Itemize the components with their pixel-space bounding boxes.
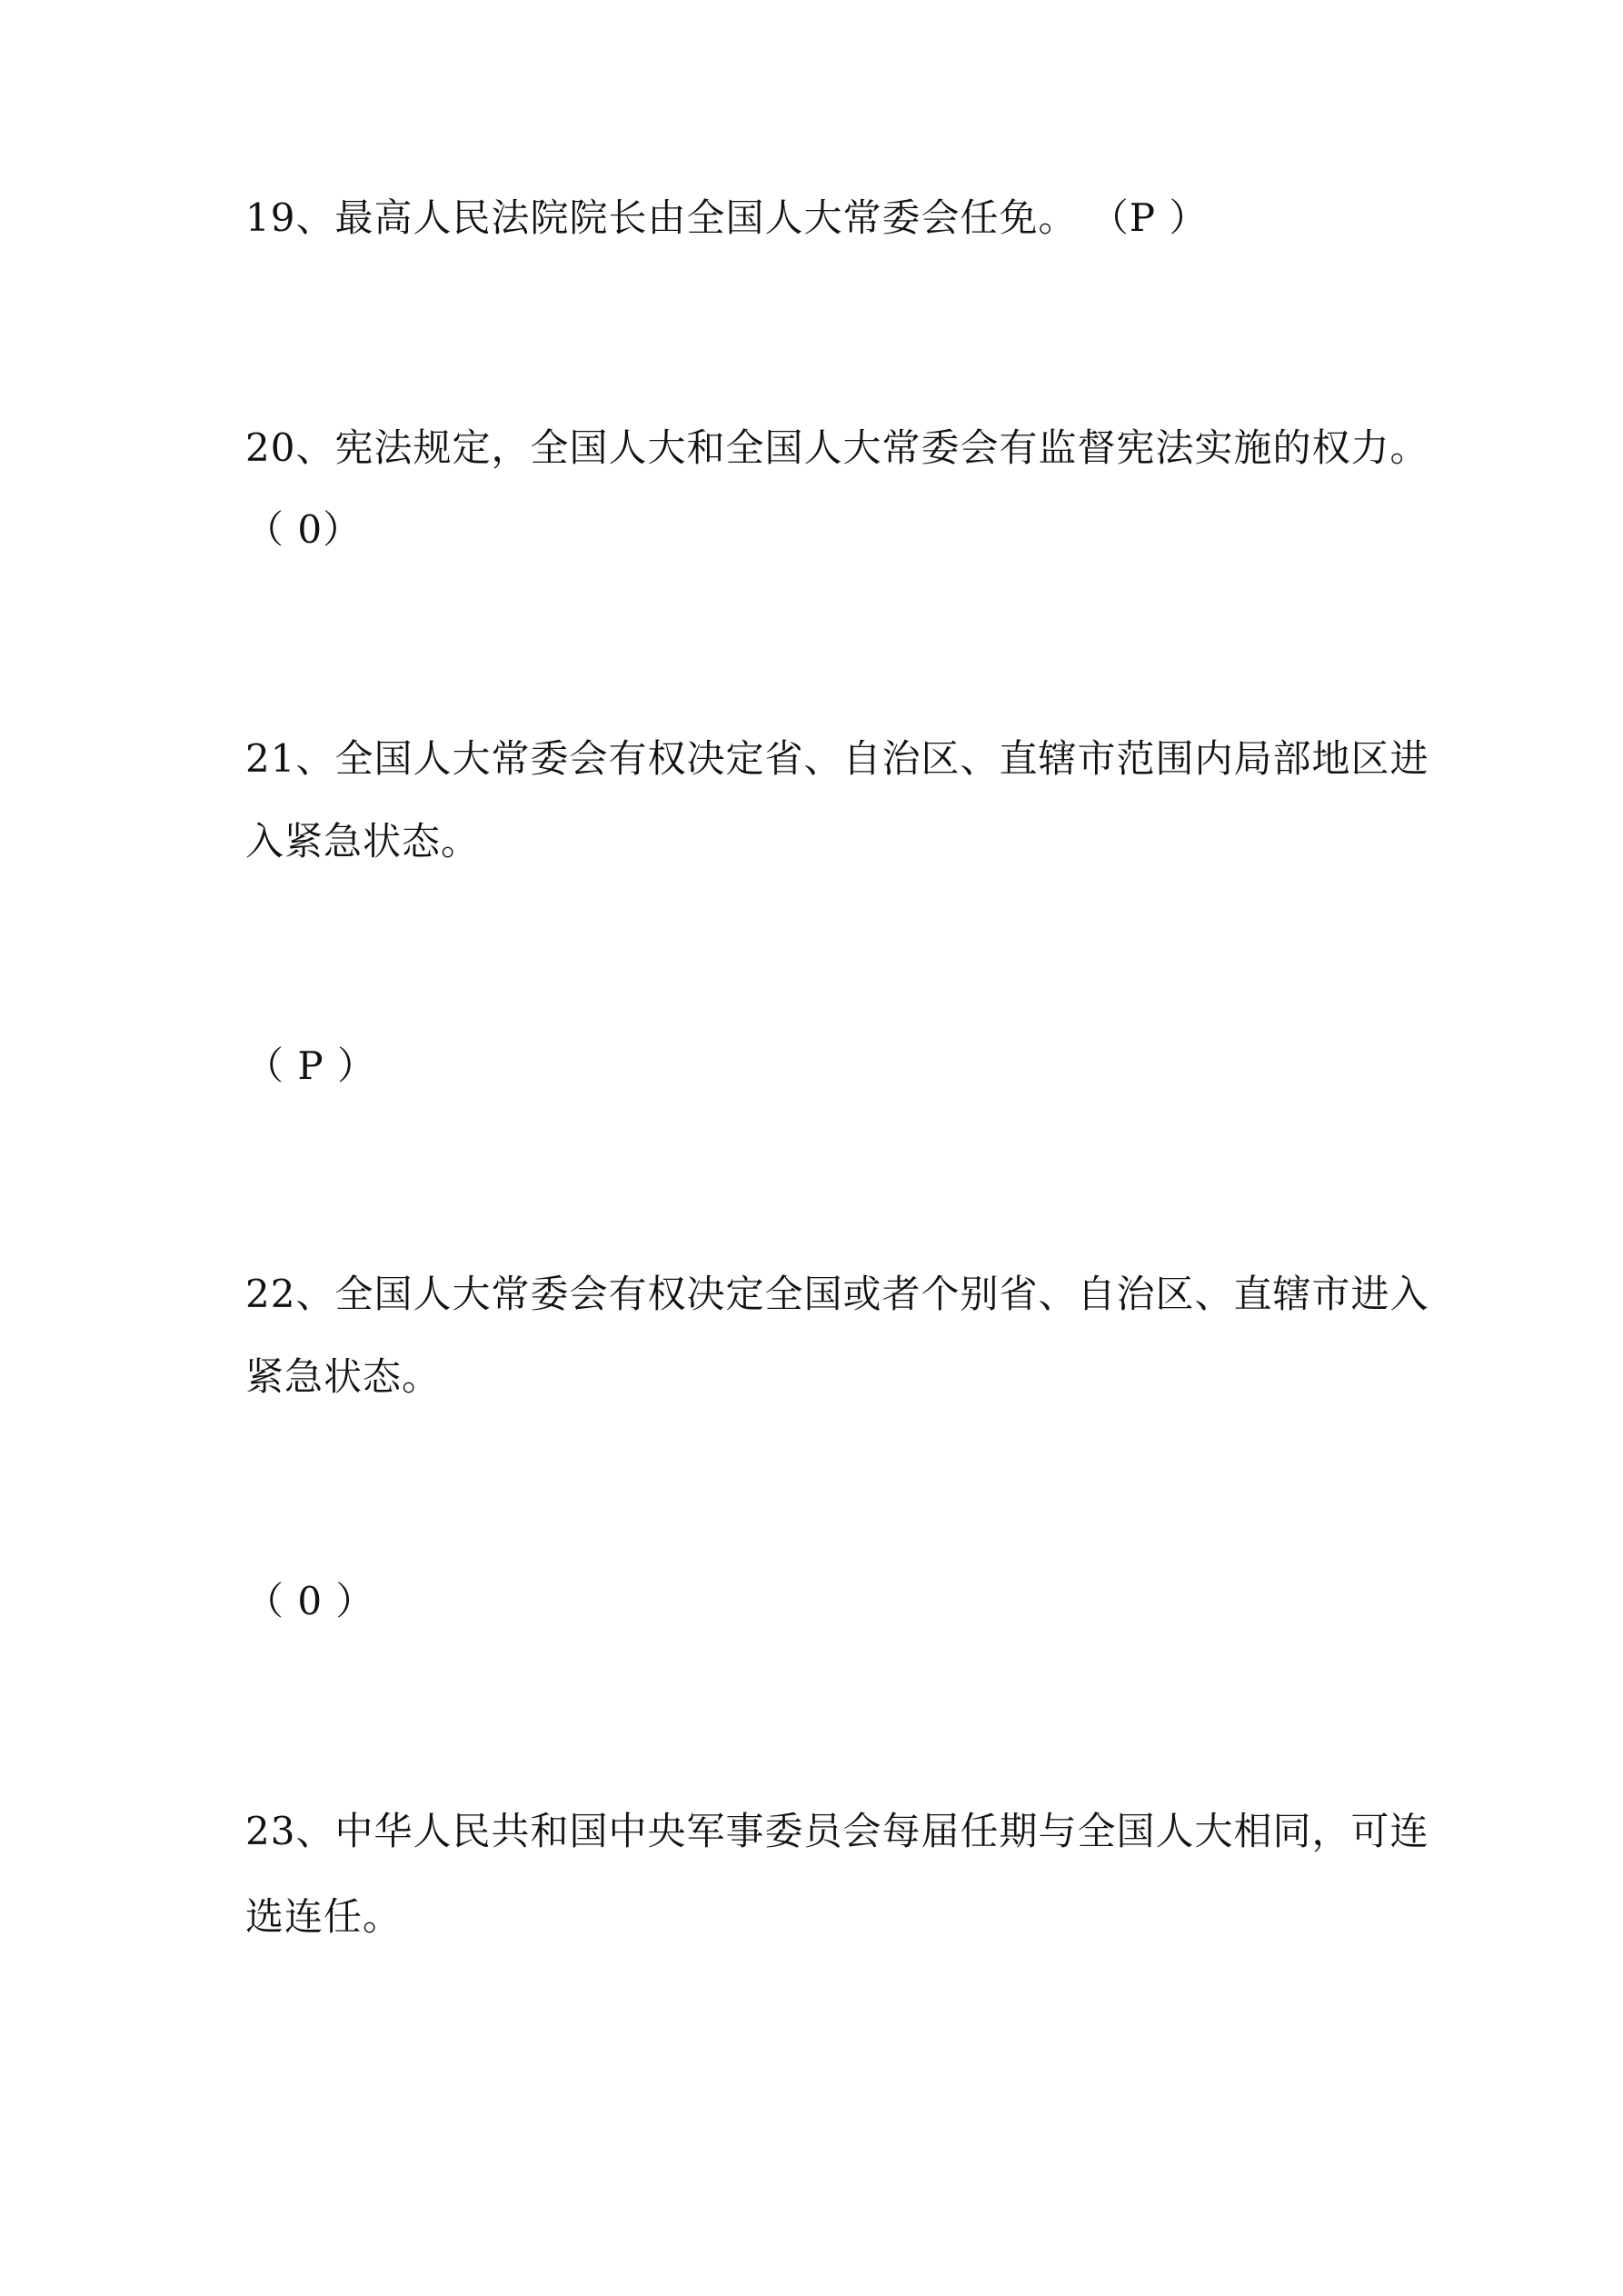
question-21-line-1: 21、全国人大常委会有权决定省、自治区、直辖市范围内局部地区进 xyxy=(245,736,1429,781)
question-22-line-2: 紧急状态。 xyxy=(245,1354,442,1399)
question-19-line-1: 19、最高人民法院院长由全国人大常委会任免。 （P ） xyxy=(245,195,1209,240)
question-23-line-1: 23、中华人民共和国中央军事委员会每届任期与全国人大相同，可连 xyxy=(245,1809,1429,1853)
question-23-line-2: 选连任。 xyxy=(245,1894,403,1939)
question-20-line-1: 20、宪法规定，全国人大和全国人大常委会有监督宪法实施的权力。 xyxy=(245,425,1429,470)
question-21-answer: （ P ） xyxy=(245,1043,376,1088)
question-22-answer: （ 0 ） xyxy=(245,1579,375,1623)
question-20-answer: （ 0） xyxy=(245,507,363,552)
question-21-line-2: 入紧急状态。 xyxy=(245,819,481,863)
question-22-line-1: 22、全国人大常委会有权决定全国或者个别省、自治区、直辖市进入 xyxy=(245,1272,1429,1316)
